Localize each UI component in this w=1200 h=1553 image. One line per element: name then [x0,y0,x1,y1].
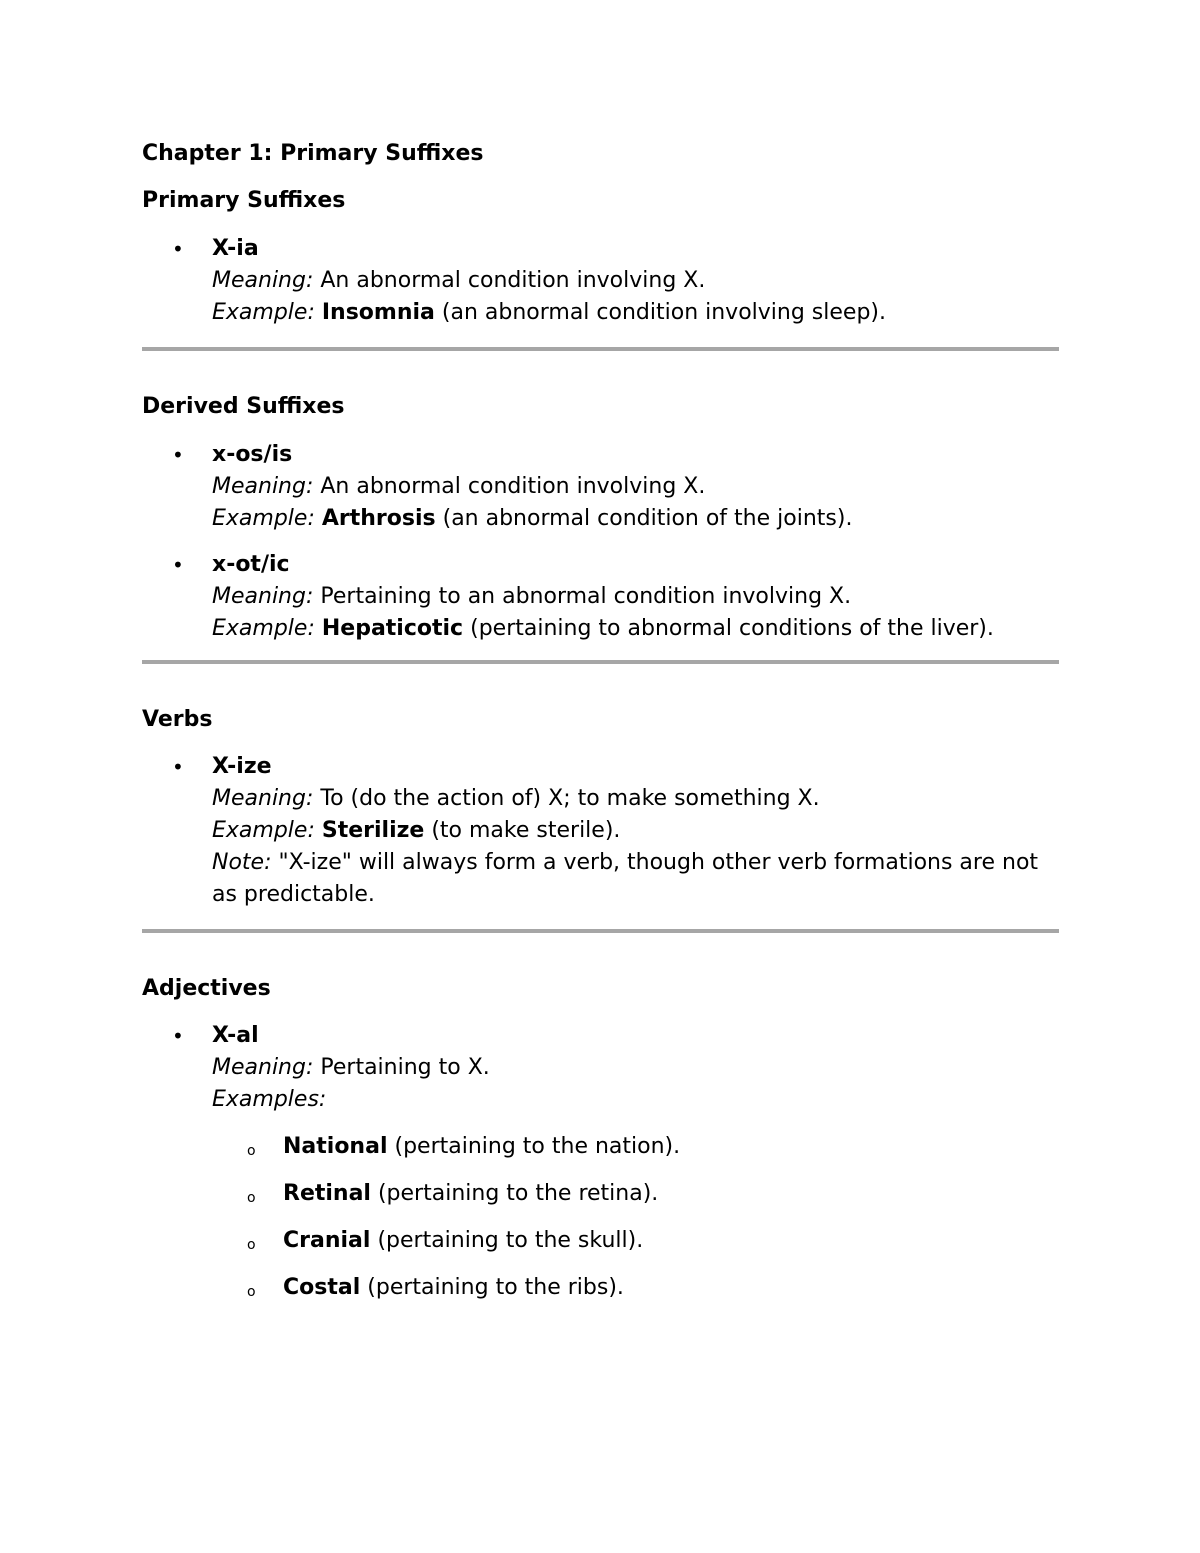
example-gloss: (pertaining to the nation). [394,1134,681,1159]
example-list-item [142,1178,1059,1210]
suffix-term: x-ot/ic [212,552,290,577]
document-page [142,138,1059,1304]
bullet-icon: • [172,1024,184,1048]
document-title: Chapter 1: Primary Suffixes [142,141,484,166]
example-label: Example: [212,300,315,325]
meaning-label: Meaning: [212,1055,314,1080]
section-divider [142,929,1059,933]
meaning-line [212,1052,1059,1084]
example-line [212,815,1059,847]
example-label: Example: [212,616,315,641]
suffix-item-x-al [142,1020,1059,1116]
example-word: National [283,1134,388,1159]
meaning-line [212,783,1059,815]
example-list-item [142,1225,1059,1257]
suffix-item-x-ize [142,751,1059,911]
meaning-text: To (do the action of) X; to make something X. [320,786,820,811]
example-gloss: (pertaining to the skull). [377,1228,644,1253]
suffix-item-x-os-is [142,439,1059,535]
example-gloss: (pertaining to abnormal conditions of the liver). [470,616,994,641]
meaning-text: An abnormal condition involving X. [320,268,706,293]
meaning-label: Meaning: [212,268,314,293]
example-list-item [142,1131,1059,1163]
suffix-term: X-ize [212,754,272,779]
example-word: Costal [283,1275,361,1300]
example-line [212,503,1059,535]
section-heading-adjectives: Adjectives [142,976,271,1001]
section-divider [142,347,1059,351]
example-gloss: (an abnormal condition involving sleep). [441,300,886,325]
example-label: Example: [212,818,315,843]
example-label: Example: [212,506,315,531]
suffix-item-x-ot-ic [142,549,1059,645]
circle-bullet-icon: o [247,1143,256,1159]
meaning-label: Meaning: [212,584,314,609]
example-gloss: (pertaining to the retina). [377,1181,659,1206]
bullet-icon: • [172,237,184,261]
example-word: Cranial [283,1228,371,1253]
example-gloss: (an abnormal condition of the joints). [442,506,853,531]
note-line [212,847,1059,911]
meaning-text: An abnormal condition involving X. [320,474,706,499]
meaning-label: Meaning: [212,786,314,811]
example-gloss: (to make sterile). [431,818,621,843]
section-divider [142,660,1059,664]
examples-label: Examples: [212,1087,327,1112]
example-line [212,613,1059,645]
section-heading-primary: Primary Suffixes [142,188,346,213]
meaning-line [212,581,1059,613]
section-heading-verbs: Verbs [142,707,213,732]
example-word: Retinal [283,1181,371,1206]
example-line [212,297,1059,329]
meaning-line [212,471,1059,503]
example-word: Sterilize [321,818,425,843]
meaning-label: Meaning: [212,474,314,499]
example-word: Hepaticotic [321,616,464,641]
example-word: Insomnia [321,300,435,325]
circle-bullet-icon: o [247,1237,256,1253]
suffix-term: x-os/is [212,442,293,467]
meaning-text: Pertaining to X. [320,1055,490,1080]
meaning-line [212,265,1059,297]
suffix-item-x-ia [142,233,1059,329]
bullet-icon: • [172,553,184,577]
circle-bullet-icon: o [247,1190,256,1206]
bullet-icon: • [172,443,184,467]
example-list-item [142,1272,1059,1304]
bullet-icon: • [172,755,184,779]
example-gloss: (pertaining to the ribs). [367,1275,624,1300]
circle-bullet-icon: o [247,1284,256,1300]
note-label: Note: [212,850,272,875]
meaning-text: Pertaining to an abnormal condition involving X. [320,584,852,609]
example-word: Arthrosis [321,506,436,531]
suffix-term: X-al [212,1023,259,1048]
suffix-term: X-ia [212,236,259,261]
section-heading-derived: Derived Suffixes [142,394,345,419]
note-text: "X-ize" will always form a verb, though other verb formations are not as predictable. [212,850,1039,907]
examples-line [212,1084,1059,1116]
